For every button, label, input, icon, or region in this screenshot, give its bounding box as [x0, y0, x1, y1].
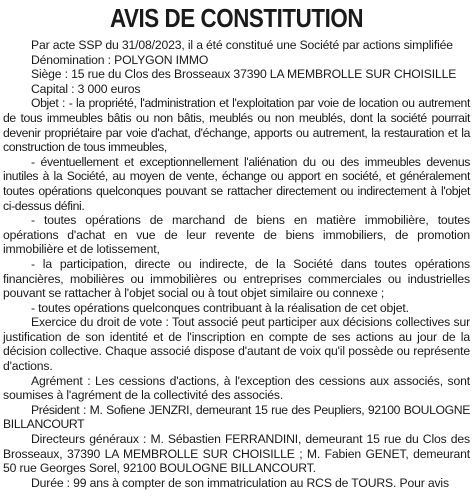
- paragraph-general-directors: Directeurs généraux : M. Sébastien FERRANDINI, demeurant 15 rue du Clos des Brosseaux, 37390 LA MEMBROLLE SUR CHOISILLE ; M. Fabien GENET, demeurant 50 rue Georges Sorel, 92100 BOULOGNE BILLANCOURT.: [3, 432, 470, 476]
- notice-title: AVIS DE CONSTITUTION: [109, 3, 364, 33]
- paragraph-voting-rights: Exercice du droit de vote : Tout associé peut participer aux décisions collectives sur justification de son identité et de l'inscription en compte de ses actions au jour de la décision collective. Chaque associé dispose d'autant de voix qu'il possède ou représente d'actions.: [3, 315, 470, 374]
- paragraph-object-dealer: - toutes opérations de marchand de biens en matière immobilière, toutes opérations d'achat en vue de leur revente de biens immobiliers, de promotion immobilière et de lotissement,: [3, 213, 470, 257]
- paragraph-president: Président : M. Sofiene JENZRI, demeurant 15 rue des Peupliers, 92100 BOULOGNE BILLANCOURT: [3, 402, 470, 432]
- paragraph-duration: Durée : 99 ans à compter de son immatriculation au RCS de TOURS. Pour avis: [31, 475, 449, 490]
- paragraph-object: Objet : - la propriété, l'administration et l'exploitation par voie de location ou autrement de tous immeubles bâtis ou non bâtis, meublés ou non meublés, dont la société pourrait devenir propriétaire par voie d'achat, d'échange, apports ou autrement, la restauration et la construction de tous immeubles,: [3, 96, 470, 155]
- paragraph-registered-office: Siège : 15 rue du Clos des Brosseaux 37390 LA MEMBROLLE SUR CHOISILLE: [31, 67, 457, 82]
- paragraph-denomination: Dénomination : POLYGON IMMO: [31, 52, 209, 67]
- paragraph-object-participation: - la participation, directe ou indirecte, de la Société dans toutes opérations financières, mobilières ou immobilières ou entreprises commerciales ou industrielles pouvant se rattacher à l'objet social ou à tout objet similaire ou connexe ;: [3, 256, 470, 301]
- paragraph-object-alienation: - éventuellement et exceptionnellement l'aliénation du ou des immeubles devenus inutiles à la Société, au moyen de vente, échange ou apport en société, et généralement toutes opérations quelconques pouvant se rattacher directement ou indirectement à l'objet ci-dessus défini.: [3, 154, 470, 213]
- paragraph-object-other: - toutes opérations quelconques contribuant à la réalisation de cet objet.: [31, 300, 409, 315]
- paragraph-approval: Agrément : Les cessions d'actions, à l'exception des cessions aux associés, sont soumises à l'agrément de la collectivité des associés.: [3, 373, 470, 403]
- notice-body: [3, 38, 470, 490]
- paragraph-capital: Capital : 3 000 euros: [31, 81, 141, 96]
- paragraph-company-type: Par acte SSP du 31/08/2023, il a été constitué une Société par actions simplifiée: [31, 38, 453, 52]
